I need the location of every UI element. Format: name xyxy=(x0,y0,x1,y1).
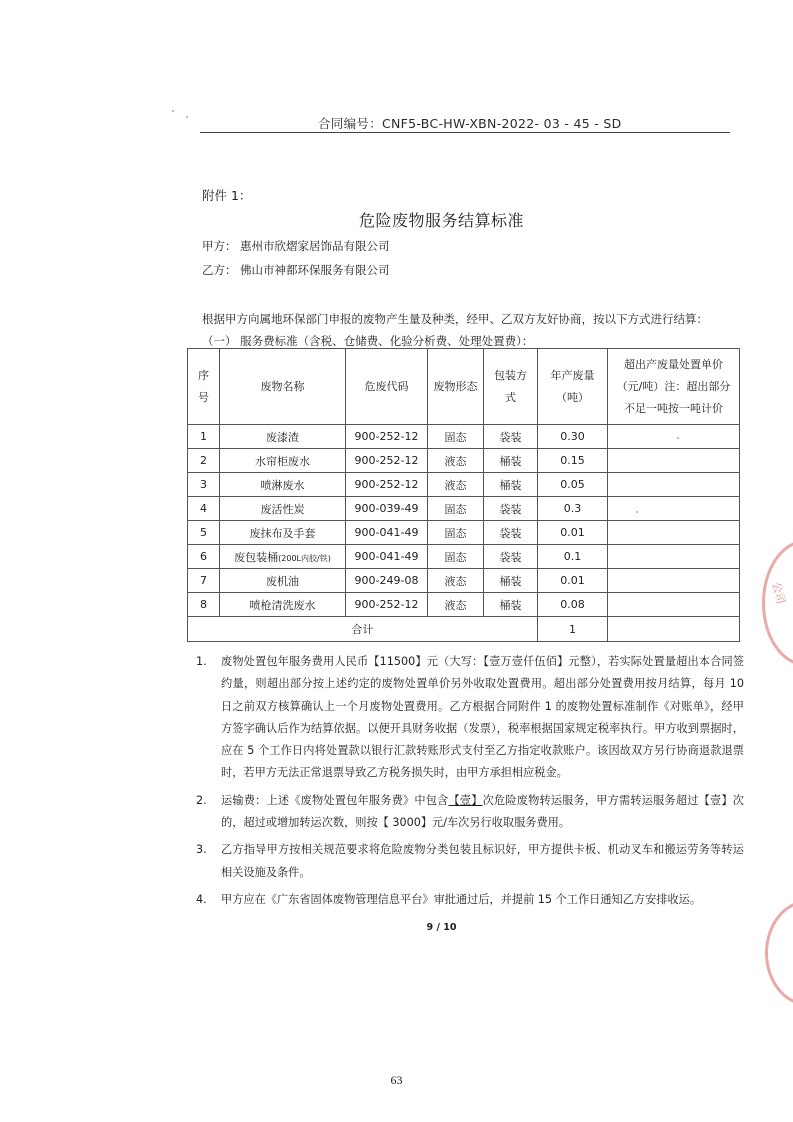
clause-3: 3. 乙方指导甲方按相关规范要求将危险废物分类包装且标识好，甲方提供卡板、机动叉车和搬运劳务等转运相关设施及条件。 xyxy=(196,843,744,879)
page-number: 63 xyxy=(390,1073,403,1087)
col-waste-code: 危废代码 xyxy=(346,349,428,425)
party-b xyxy=(202,262,390,278)
total-label: 合计 xyxy=(188,617,538,642)
table-row: 1 废漆渣 900-252-12 固态 袋装 0.30 xyxy=(188,425,740,449)
col-annual-amount: 年产废量 （吨） xyxy=(538,349,608,425)
party-a xyxy=(202,238,390,254)
total-value: 1 xyxy=(538,617,608,642)
col-packaging: 包装方 式 xyxy=(484,349,538,425)
table-row: 7 废机油 900-249-08 液态 桶装 0.01 xyxy=(188,569,740,593)
table-total-row xyxy=(188,617,740,642)
intro-paragraph: 根据甲方向属地环保部门申报的废物产生量及种类，经甲、乙双方友好协商，按以下方式进行结算： xyxy=(202,312,708,326)
table-row: 2 水帘柜废水 900-252-12 液态 桶装 0.15 xyxy=(188,449,740,473)
party-a-key: 甲方： xyxy=(202,239,237,253)
document-title: 危险废物服务结算标准 xyxy=(358,211,524,230)
col-excess-price: 超出产废量处置单价 （元/吨）注：超出部分 不足一吨按一吨计价 xyxy=(608,349,740,425)
attachment-label: 附件 1： xyxy=(202,188,252,203)
party-b-name: 佛山市神都环保服务有限公司 xyxy=(240,263,390,277)
scan-speck xyxy=(172,110,174,112)
service-fee-table xyxy=(187,348,740,642)
pager: 9 / 10 xyxy=(426,922,457,933)
contract-number: 合同编号：CNF5-BC-HW-XBN-2022- 03 - 45 - SD xyxy=(318,116,622,131)
section-heading: （一） 服务费标准（含税、仓储费、化验分析费、处理处置费）： xyxy=(202,334,534,348)
clause-4: 4. 甲方应在《广东省固体废物管理信息平台》审批通过后，并提前 15 个工作日通知乙方安排收运。 xyxy=(196,892,702,906)
party-b-key: 乙方： xyxy=(202,263,237,277)
header-divider xyxy=(200,132,730,133)
seal-mark xyxy=(765,900,793,1006)
scan-speck xyxy=(186,116,188,118)
col-seq: 序 号 xyxy=(188,349,220,425)
table-row: 3 喷淋废水 900-252-12 液态 桶装 0.05 xyxy=(188,473,740,497)
table-row: 4 废活性炭 900-039-49 固态 袋装 0.3 xyxy=(188,497,740,521)
clause-2: 2. 运输费：上述《废物处置包年服务费》中包含【壹】次危险废物转运服务，甲方需转运服务超过【壹】次的，超过或增加转运次数，则按【 3000】元/车次另行收取服务费用。 xyxy=(196,793,744,830)
col-waste-name: 废物名称 xyxy=(220,349,346,425)
table-row: 8 喷枪清洗废水 900-252-12 液态 桶装 0.08 xyxy=(188,593,740,617)
table-row: 6 废包装桶(200L内胶/铁) 900-041-49 固态 袋装 0.1 xyxy=(188,545,740,569)
clauses-list xyxy=(196,651,744,916)
clause-1: 1. 废物处置包年服务费用人民币【11500】元（大写：【壹万壹仟伍佰】元整），若实际处置量超出本合同签约量，则超出部分按上述约定的废物处置单价另外收取处置费用。超出部分处置费用按月结算，每月 10 日之前双方核算确认上一个月废物处置费用。乙方根据合同附件 1 的废物处置标准制作《对账单》，经甲方签字确认后作为结算依据。以便开具财务收据（发票），税率根据国家规定税率执行。甲方收到票据时，应在 5 个工作日内将处置款以银行汇款转账形式支付至乙方指定收款账户。该因故双方另行协商退款退票时，若甲方无法正常退票导致乙方税务损失时，由甲方承担相应税金。 xyxy=(196,655,744,780)
table-row: 5 废抹布及手套 900-041-49 固态 袋装 0.01 xyxy=(188,521,740,545)
table-header-row xyxy=(188,349,740,425)
seal-text: 公司 xyxy=(769,580,788,606)
party-a-name: 惠州市欣熠家居饰品有限公司 xyxy=(240,239,390,253)
col-waste-form: 废物形态 xyxy=(428,349,484,425)
